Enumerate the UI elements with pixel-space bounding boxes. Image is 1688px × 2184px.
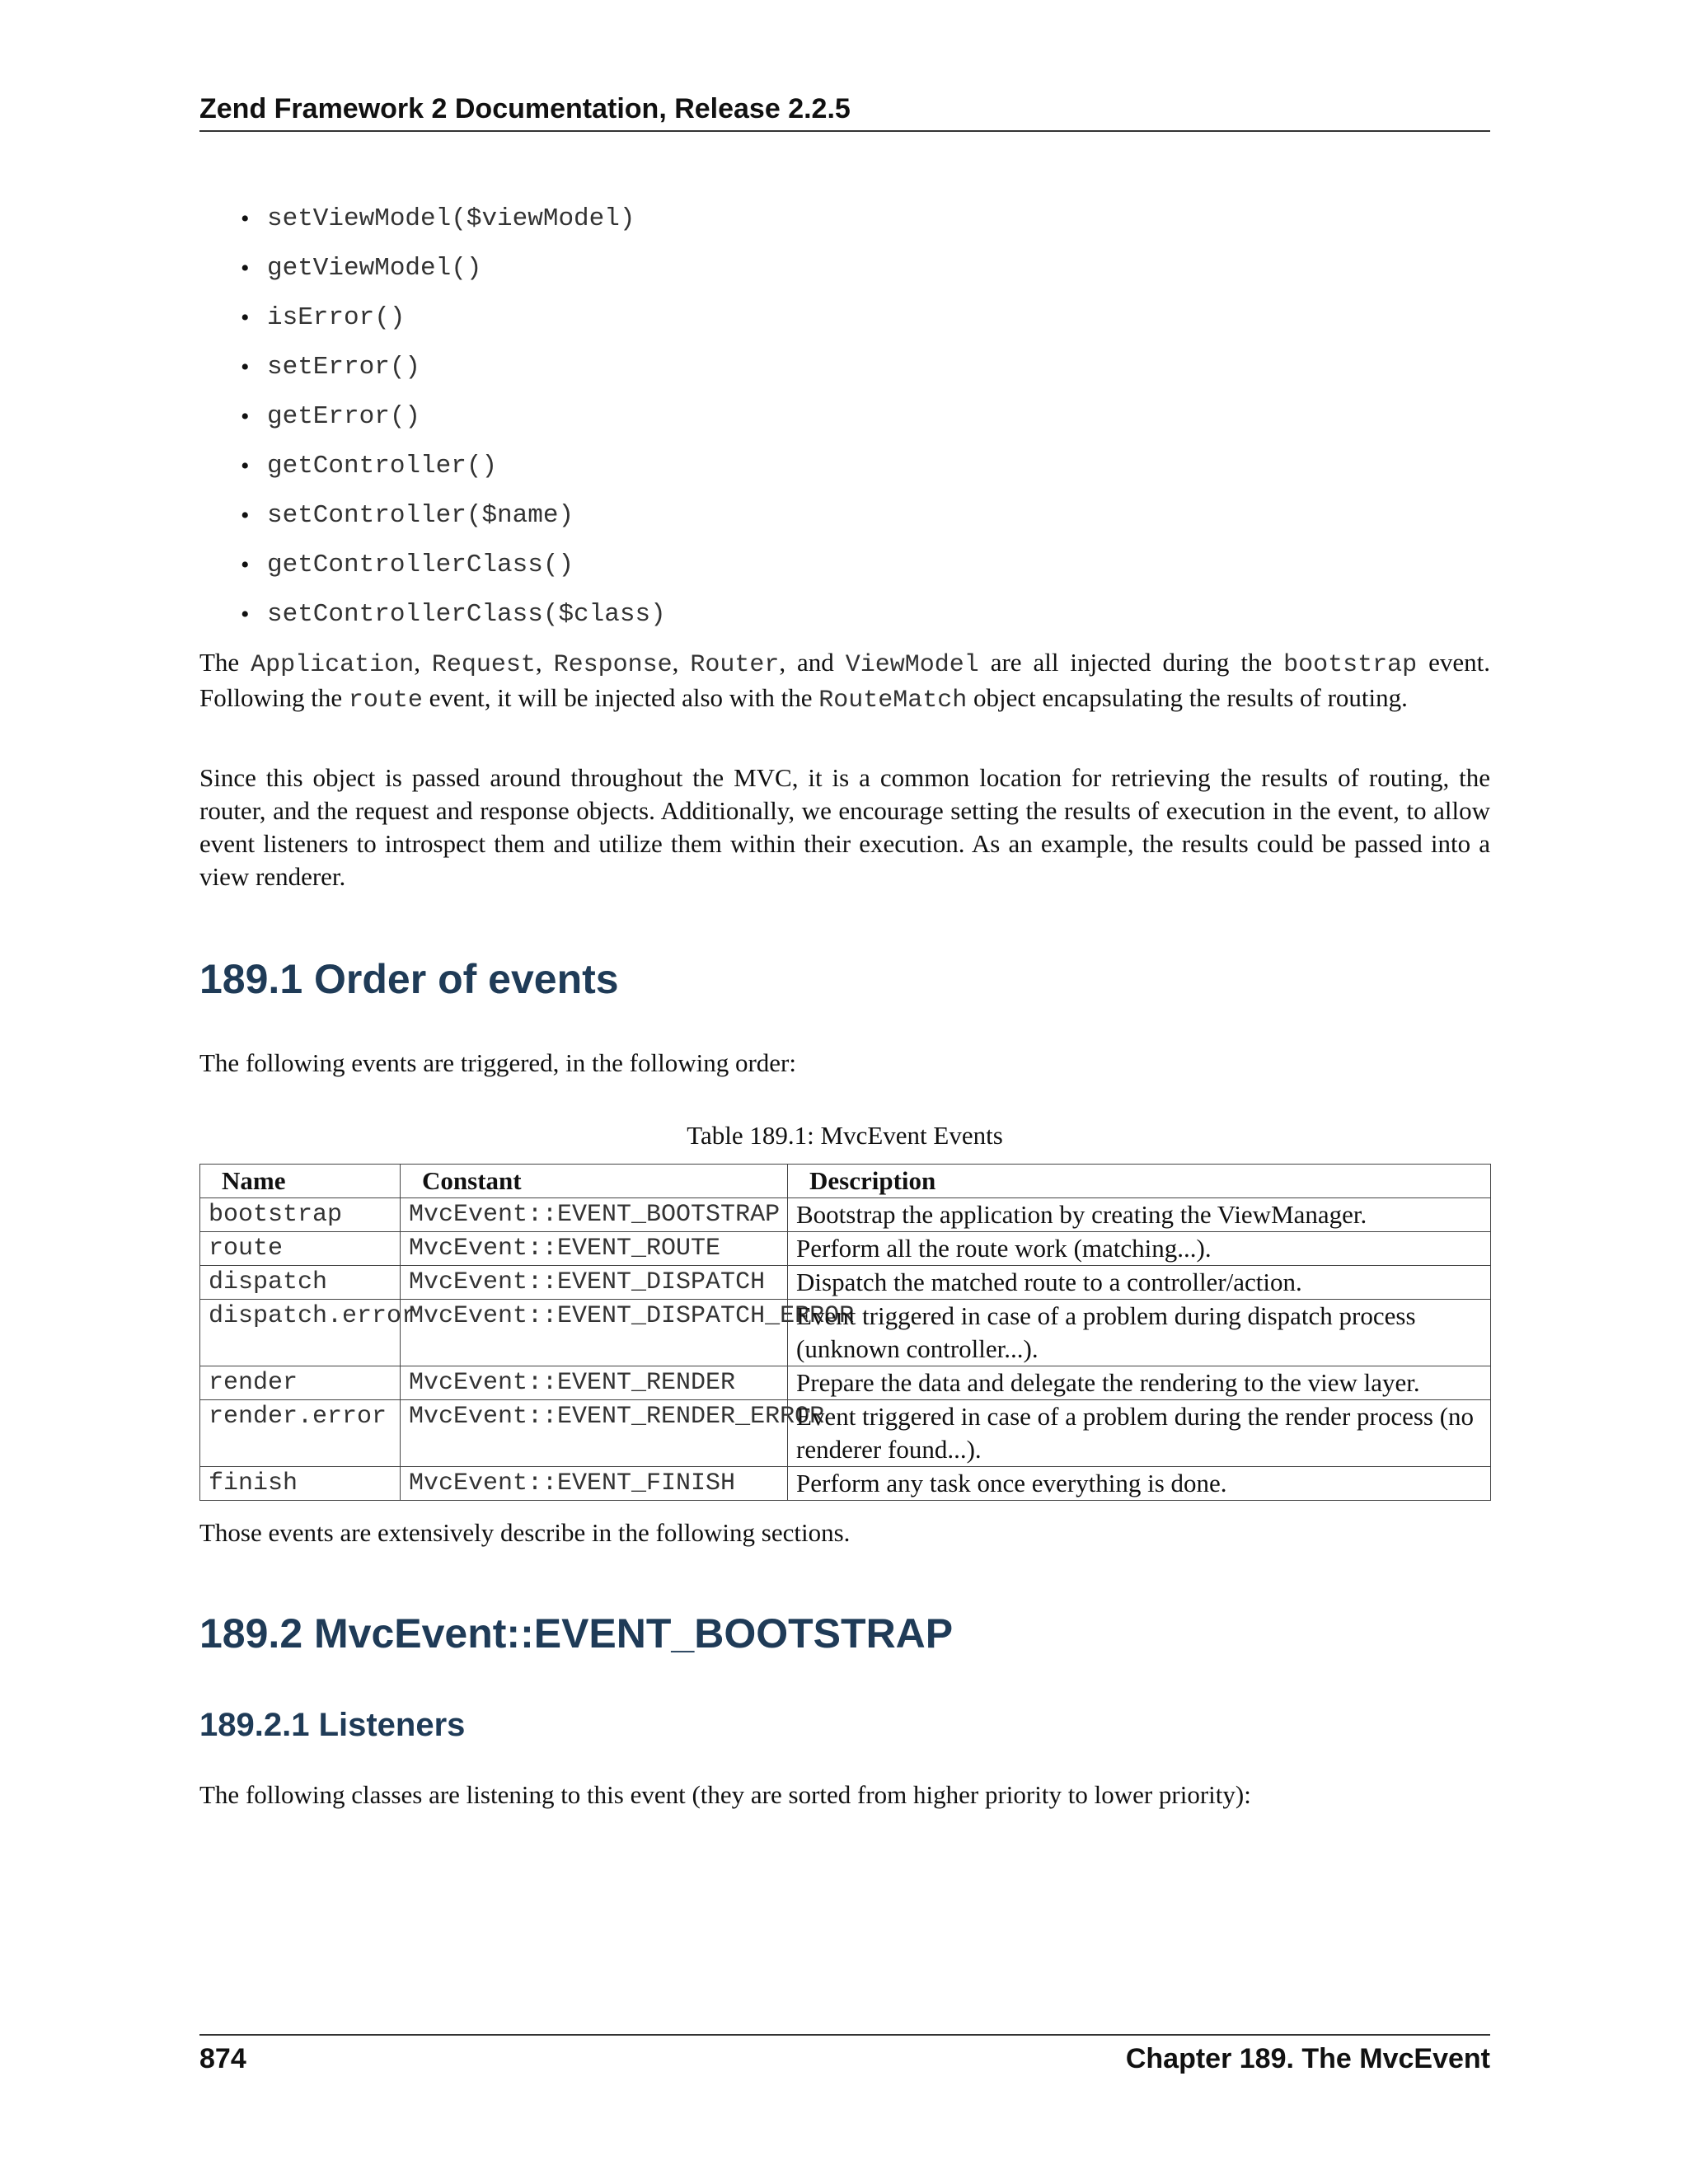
event-name: finish bbox=[200, 1467, 401, 1501]
after-table-text: Those events are extensively describe in the following sections. bbox=[199, 1518, 851, 1547]
event-name: render.error bbox=[200, 1400, 401, 1467]
list-item: • getError() bbox=[199, 392, 666, 442]
table-row bbox=[200, 1198, 1491, 1232]
event-description: Bootstrap the application by creating the ViewManager. bbox=[788, 1198, 1491, 1232]
event-constant: MvcEvent::EVENT_DISPATCH bbox=[401, 1266, 788, 1300]
list-item: • setError() bbox=[199, 343, 666, 392]
listeners-intro: The following classes are listening to this event (they are sorted from higher priority to lower priority): bbox=[199, 1780, 1251, 1809]
table-row bbox=[200, 1400, 1491, 1467]
chapter-title: Chapter 189. The MvcEvent bbox=[1125, 2043, 1490, 2074]
list-item: • getControllerClass() bbox=[199, 541, 666, 590]
table-row bbox=[200, 1300, 1491, 1366]
list-item: • setControllerClass($class) bbox=[199, 590, 666, 640]
footer-rule bbox=[199, 2034, 1490, 2036]
event-constant: MvcEvent::EVENT_BOOTSTRAP bbox=[401, 1198, 788, 1232]
event-constant: MvcEvent::EVENT_ROUTE bbox=[401, 1232, 788, 1266]
column-header: Name bbox=[200, 1165, 401, 1198]
table-header-row bbox=[200, 1165, 1491, 1198]
event-description: Dispatch the matched route to a controller/action. bbox=[788, 1266, 1491, 1300]
mvc-paragraph: Since this object is passed around throughout the MVC, it is a common location for retrieving the results of routing, the router, and the request and response objects. Additionally, we encourage setting the results of execution in the event, to allow event listeners to introspect them and utilize them within their execution. As an example, the results could be passed into a view renderer. bbox=[199, 763, 1490, 891]
event-description: Event triggered in case of a problem during dispatch process (unknown controller...). bbox=[788, 1300, 1491, 1366]
page-number: 874 bbox=[199, 2043, 246, 2074]
event-description: Perform all the route work (matching...). bbox=[788, 1232, 1491, 1266]
event-name: dispatch bbox=[200, 1266, 401, 1300]
section-heading-order-of-events: 189.1 Order of events bbox=[199, 956, 619, 1002]
event-constant: MvcEvent::EVENT_RENDER_ERROR bbox=[401, 1400, 788, 1467]
event-name: bootstrap bbox=[200, 1198, 401, 1232]
document-page bbox=[199, 0, 1490, 2184]
table-row bbox=[200, 1366, 1491, 1400]
injection-paragraph: The Application, Request, Response, Router, and ViewModel are all injected during the bootstrap event. Following the route event, it will be injected also with the RouteMatch object encapsulating the results of routing. bbox=[199, 648, 1490, 715]
table-row bbox=[200, 1232, 1491, 1266]
list-item: • setViewModel($viewModel) bbox=[199, 194, 666, 244]
page-footer bbox=[199, 2041, 1490, 2077]
column-header: Description bbox=[788, 1165, 1491, 1198]
event-name: dispatch.error bbox=[200, 1300, 401, 1366]
event-description: Event triggered in case of a problem during the render process (no renderer found...). bbox=[788, 1400, 1491, 1467]
event-name: render bbox=[200, 1366, 401, 1400]
section-heading-event-bootstrap: 189.2 MvcEvent::EVENT_BOOTSTRAP bbox=[199, 1610, 954, 1657]
events-table bbox=[199, 1164, 1491, 1501]
table-row bbox=[200, 1467, 1491, 1501]
list-item: • setController($name) bbox=[199, 491, 666, 541]
column-header: Constant bbox=[401, 1165, 788, 1198]
list-item: • getViewModel() bbox=[199, 244, 666, 293]
event-description: Perform any task once everything is done. bbox=[788, 1467, 1491, 1501]
list-item: • isError() bbox=[199, 293, 666, 343]
table-row bbox=[200, 1266, 1491, 1300]
event-constant: MvcEvent::EVENT_FINISH bbox=[401, 1467, 788, 1501]
method-list bbox=[199, 194, 666, 640]
subsection-heading-listeners: 189.2.1 Listeners bbox=[199, 1707, 466, 1743]
list-item: • getController() bbox=[199, 442, 666, 491]
event-description: Prepare the data and delegate the rendering to the view layer. bbox=[788, 1366, 1491, 1400]
event-constant: MvcEvent::EVENT_DISPATCH_ERROR bbox=[401, 1300, 788, 1366]
event-constant: MvcEvent::EVENT_RENDER bbox=[401, 1366, 788, 1400]
section-intro: The following events are triggered, in the following order: bbox=[199, 1048, 796, 1077]
table-caption: Table 189.1: MvcEvent Events bbox=[687, 1121, 1003, 1150]
running-header: Zend Framework 2 Documentation, Release 2.2.5 bbox=[199, 91, 1490, 132]
event-name: route bbox=[200, 1232, 401, 1266]
